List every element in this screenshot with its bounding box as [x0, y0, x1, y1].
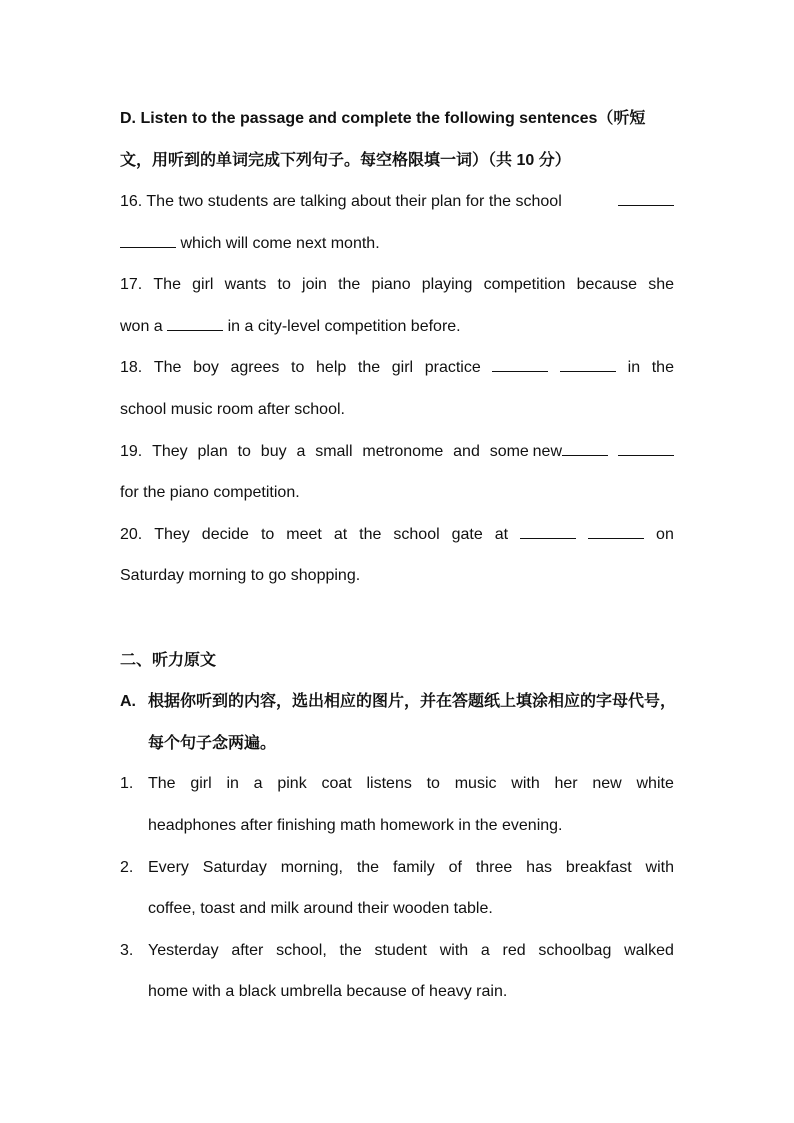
word: school, [276, 942, 327, 959]
word: with [645, 859, 674, 876]
question-19-line2: for the piano competition. [120, 484, 300, 501]
word: girl [192, 276, 214, 293]
word: family [392, 859, 435, 876]
section-two-title: 二、听力原文 [120, 652, 217, 669]
word: with [511, 775, 540, 792]
word: join [302, 276, 327, 293]
word: schoolbag [538, 942, 612, 959]
item-number: 2. [120, 859, 134, 876]
word: morning, [280, 859, 343, 876]
word: a [296, 443, 306, 460]
question-18-line2: school music room after school. [120, 401, 345, 418]
word-with-blank [533, 441, 608, 463]
word: white [636, 775, 674, 792]
question-18-line1 [120, 357, 674, 379]
word: walked [624, 942, 674, 959]
question-17-line2 [120, 316, 461, 338]
word: girl [391, 359, 414, 376]
item-line2: headphones after finishing math homework in the evening. [148, 817, 563, 834]
word: some [489, 443, 529, 460]
word: with [439, 942, 469, 959]
word: her [554, 775, 578, 792]
word: to [260, 526, 275, 543]
word: of [448, 859, 462, 876]
word: in [226, 775, 239, 792]
answer-blank[interactable] [588, 524, 644, 539]
word: because [576, 276, 638, 293]
word: and [453, 443, 480, 460]
item-number: 3. [120, 942, 134, 959]
word: gate [451, 526, 483, 543]
word: Saturday [202, 859, 267, 876]
section-d-heading-line2: 文，用听到的单词完成下列句子。每空格限填一词）（共 10 分） [120, 152, 571, 169]
section-a-instruction-line2: 每个句子念两遍。 [148, 735, 277, 752]
word: small [315, 443, 353, 460]
word: the [357, 359, 381, 376]
word: the [651, 359, 674, 376]
word: music [454, 775, 497, 792]
word: decide [201, 526, 249, 543]
item-line2: home with a black umbrella because of heavy rain. [148, 983, 508, 1000]
question-17-line1 [120, 274, 674, 296]
word: 17. [120, 276, 143, 293]
q16-text: 16. The two students are talking about their plan for the school [120, 193, 562, 210]
section-d-heading-line1 [120, 108, 674, 130]
section-a-instruction-line1: 根据你听到的内容，选出相应的图片，并在答题纸上填涂相应的字母代号， [148, 693, 677, 710]
word: school [393, 526, 440, 543]
word: student [374, 942, 427, 959]
word: the [338, 276, 361, 293]
word: meet [286, 526, 322, 543]
heading-text: D. Listen to the passage and complete the following sentences（听短 [120, 110, 646, 127]
item-line2: coffee, toast and milk around their wooden table. [148, 900, 493, 917]
answer-blank[interactable] [492, 357, 548, 372]
q17-text-2: in a city-level competition before. [227, 318, 461, 335]
word: has [526, 859, 552, 876]
word: to [291, 359, 305, 376]
word: metronome [362, 443, 444, 460]
word: agrees [230, 359, 280, 376]
answer-blank[interactable] [562, 441, 608, 456]
word: playing [421, 276, 473, 293]
item-line1 [148, 857, 674, 879]
word: help [316, 359, 347, 376]
answer-blank[interactable] [520, 524, 576, 539]
word: the [339, 942, 362, 959]
word: new [532, 443, 563, 460]
question-16-line2 [120, 233, 380, 255]
word: piano [371, 276, 411, 293]
question-16-line1 [120, 191, 674, 213]
word: 20. [120, 526, 143, 543]
question-19-line1 [120, 441, 674, 463]
word: girl [190, 775, 212, 792]
word: to [237, 443, 251, 460]
word: practice [424, 359, 481, 376]
word: buy [260, 443, 287, 460]
item-number: 1. [120, 775, 134, 792]
word: 18. [120, 359, 143, 376]
word: the [356, 859, 380, 876]
question-20-line2: Saturday morning to go shopping. [120, 567, 361, 584]
word: to [426, 775, 440, 792]
word: competition [483, 276, 566, 293]
answer-blank[interactable] [167, 316, 223, 331]
word: Every [148, 859, 189, 876]
word: They [152, 443, 188, 460]
word: boy [193, 359, 219, 376]
word: after [231, 942, 264, 959]
word: wants [224, 276, 267, 293]
answer-blank[interactable] [618, 441, 674, 456]
word: three [475, 859, 513, 876]
word: a [253, 775, 263, 792]
word: new [592, 775, 622, 792]
word: the [359, 526, 382, 543]
word: red [502, 942, 526, 959]
q16-text-2: which will come next month. [180, 235, 380, 252]
word: at [333, 526, 348, 543]
word: she [648, 276, 674, 293]
answer-blank[interactable] [618, 191, 674, 206]
question-20-line1 [120, 524, 674, 546]
answer-blank[interactable] [120, 233, 176, 248]
word: a [480, 942, 490, 959]
word: pink [277, 775, 307, 792]
word: They [154, 526, 190, 543]
word: listens [366, 775, 412, 792]
word: coat [321, 775, 352, 792]
word: The [153, 359, 182, 376]
word: The [148, 775, 176, 792]
word: in [627, 359, 641, 376]
item-line1 [148, 940, 674, 962]
word: on [656, 526, 674, 543]
word: plan [197, 443, 228, 460]
section-a-label: A. [120, 693, 136, 710]
word: Yesterday [148, 942, 219, 959]
word: to [277, 276, 291, 293]
word: at [494, 526, 509, 543]
word: breakfast [565, 859, 632, 876]
word: The [153, 276, 181, 293]
word: 19. [120, 443, 143, 460]
answer-blank[interactable] [560, 357, 616, 372]
item-line1 [148, 773, 674, 795]
q17-text: won a [120, 318, 163, 335]
